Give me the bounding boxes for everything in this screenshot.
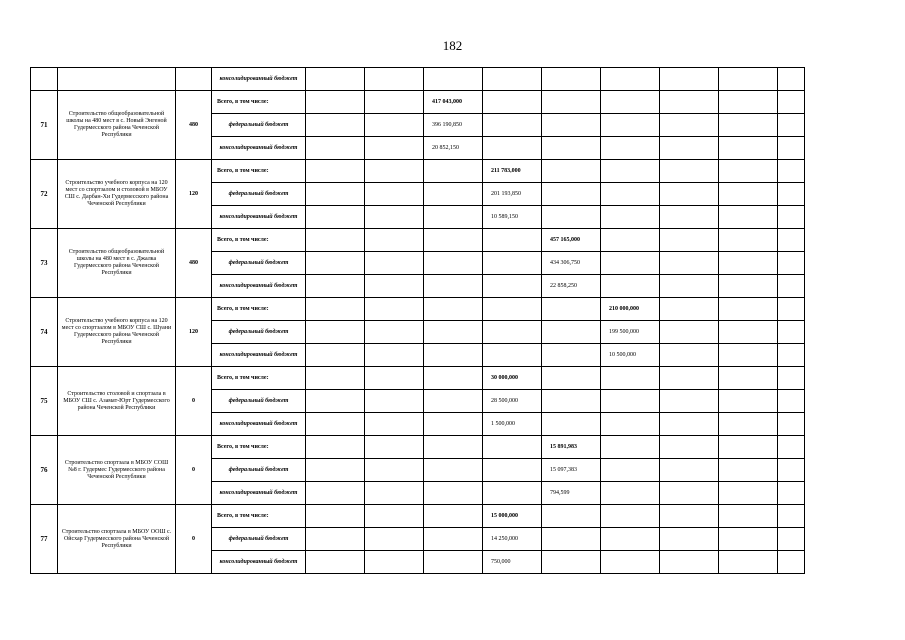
year-cell bbox=[719, 413, 778, 436]
year-cell bbox=[601, 436, 660, 459]
project-name: Строительство учебного корпуса на 120 мест со спортзалом в МБОУ СШ с. Шуани Гудермесского района Чеченской Республики bbox=[58, 298, 176, 367]
year-cell bbox=[306, 367, 365, 390]
row-number: 73 bbox=[31, 229, 58, 298]
year-cell bbox=[306, 229, 365, 252]
trailing-cell bbox=[778, 528, 805, 551]
source-label: Всего, в том числе: bbox=[212, 229, 306, 252]
consolidated-value: 10 589,150 bbox=[491, 213, 518, 220]
year-cell bbox=[306, 390, 365, 413]
year-cell bbox=[660, 206, 719, 229]
capacity: 0 bbox=[176, 505, 212, 574]
year-cell bbox=[483, 206, 542, 229]
trailing-cell bbox=[778, 551, 805, 574]
year-cell bbox=[424, 390, 483, 413]
year-cell bbox=[601, 91, 660, 114]
budget-table bbox=[30, 67, 805, 574]
year-cell bbox=[542, 528, 601, 551]
year-cell bbox=[365, 114, 424, 137]
consolidated-value: 10 500,000 bbox=[609, 351, 636, 358]
source-label: консолидированный бюджет bbox=[212, 137, 306, 160]
year-cell bbox=[306, 68, 365, 91]
year-cell bbox=[660, 505, 719, 528]
year-cell bbox=[660, 275, 719, 298]
year-cell bbox=[424, 229, 483, 252]
year-cell bbox=[365, 413, 424, 436]
year-cell bbox=[719, 551, 778, 574]
year-cell bbox=[542, 68, 601, 91]
year-cell bbox=[365, 390, 424, 413]
year-cell bbox=[542, 114, 601, 137]
source-label: федеральный бюджет bbox=[212, 252, 306, 275]
project-name: Строительство спортзала в МБОУ СОШ №8 г. Гудермес Гудермесского района Чеченской Республики bbox=[58, 436, 176, 505]
year-cell bbox=[365, 183, 424, 206]
year-cell bbox=[483, 436, 542, 459]
capacity bbox=[176, 68, 212, 91]
year-cell bbox=[719, 114, 778, 137]
year-cell bbox=[365, 459, 424, 482]
capacity: 0 bbox=[176, 367, 212, 436]
total-value: 457 165,000 bbox=[550, 236, 580, 243]
year-cell bbox=[660, 160, 719, 183]
year-cell bbox=[306, 91, 365, 114]
year-cell bbox=[601, 551, 660, 574]
year-cell bbox=[542, 252, 601, 275]
year-cell bbox=[483, 183, 542, 206]
year-cell bbox=[601, 482, 660, 505]
year-cell bbox=[601, 298, 660, 321]
trailing-cell bbox=[778, 160, 805, 183]
year-cell bbox=[365, 367, 424, 390]
year-cell bbox=[601, 528, 660, 551]
source-label: консолидированный бюджет bbox=[212, 275, 306, 298]
year-cell bbox=[719, 436, 778, 459]
row-number bbox=[31, 68, 58, 91]
year-cell bbox=[424, 344, 483, 367]
year-cell bbox=[483, 551, 542, 574]
source-label: Всего, в том числе: bbox=[212, 505, 306, 528]
year-cell bbox=[542, 137, 601, 160]
year-cell bbox=[542, 275, 601, 298]
year-cell bbox=[542, 321, 601, 344]
source-label: Всего, в том числе: bbox=[212, 436, 306, 459]
year-cell bbox=[719, 344, 778, 367]
year-cell bbox=[483, 459, 542, 482]
page-number: 182 bbox=[442, 38, 463, 53]
trailing-cell bbox=[778, 229, 805, 252]
row-number: 75 bbox=[31, 367, 58, 436]
year-cell bbox=[542, 367, 601, 390]
year-cell bbox=[601, 160, 660, 183]
year-cell bbox=[660, 252, 719, 275]
year-cell bbox=[306, 321, 365, 344]
federal-value: 199 500,000 bbox=[609, 328, 639, 335]
year-cell bbox=[660, 137, 719, 160]
year-cell bbox=[424, 68, 483, 91]
year-cell bbox=[601, 252, 660, 275]
source-label: консолидированный бюджет bbox=[212, 344, 306, 367]
total-value: 15 891,983 bbox=[550, 443, 577, 450]
consolidated-value: 794,599 bbox=[550, 489, 570, 496]
federal-value: 28 500,000 bbox=[491, 397, 518, 404]
federal-value: 396 190,850 bbox=[432, 121, 462, 128]
table-row bbox=[31, 436, 805, 459]
trailing-cell bbox=[778, 137, 805, 160]
year-cell bbox=[719, 367, 778, 390]
year-cell bbox=[601, 137, 660, 160]
year-cell bbox=[306, 114, 365, 137]
year-cell bbox=[660, 68, 719, 91]
trailing-cell bbox=[778, 114, 805, 137]
year-cell bbox=[424, 114, 483, 137]
trailing-cell bbox=[778, 206, 805, 229]
year-cell bbox=[483, 114, 542, 137]
row-number: 74 bbox=[31, 298, 58, 367]
year-cell bbox=[306, 298, 365, 321]
source-label: консолидированный бюджет bbox=[212, 482, 306, 505]
year-cell bbox=[660, 114, 719, 137]
year-cell bbox=[542, 413, 601, 436]
year-cell bbox=[660, 183, 719, 206]
year-cell bbox=[424, 413, 483, 436]
source-label: федеральный бюджет bbox=[212, 528, 306, 551]
year-cell bbox=[306, 459, 365, 482]
source-label: Всего, в том числе: bbox=[212, 160, 306, 183]
source-label: федеральный бюджет bbox=[212, 321, 306, 344]
year-cell bbox=[365, 482, 424, 505]
year-cell bbox=[719, 68, 778, 91]
year-cell bbox=[424, 459, 483, 482]
source-label: Всего, в том числе: bbox=[212, 91, 306, 114]
source-label: федеральный бюджет bbox=[212, 390, 306, 413]
year-cell bbox=[719, 459, 778, 482]
year-cell bbox=[660, 436, 719, 459]
year-cell bbox=[542, 482, 601, 505]
year-cell bbox=[660, 551, 719, 574]
year-cell bbox=[424, 528, 483, 551]
year-cell bbox=[365, 344, 424, 367]
trailing-cell bbox=[778, 275, 805, 298]
consolidated-value: 22 858,250 bbox=[550, 282, 577, 289]
table-row bbox=[31, 298, 805, 321]
year-cell bbox=[601, 367, 660, 390]
year-cell bbox=[424, 436, 483, 459]
capacity: 120 bbox=[176, 298, 212, 367]
total-value: 30 000,000 bbox=[491, 374, 518, 381]
trailing-cell bbox=[778, 505, 805, 528]
year-cell bbox=[483, 298, 542, 321]
year-cell bbox=[424, 482, 483, 505]
trailing-cell bbox=[778, 482, 805, 505]
year-cell bbox=[306, 344, 365, 367]
trailing-cell bbox=[778, 252, 805, 275]
year-cell bbox=[542, 160, 601, 183]
year-cell bbox=[424, 183, 483, 206]
table-row bbox=[31, 229, 805, 252]
year-cell bbox=[306, 160, 365, 183]
year-cell bbox=[483, 505, 542, 528]
consolidated-value: 20 852,150 bbox=[432, 144, 459, 151]
trailing-cell bbox=[778, 183, 805, 206]
year-cell bbox=[424, 91, 483, 114]
year-cell bbox=[306, 436, 365, 459]
row-number: 77 bbox=[31, 505, 58, 574]
year-cell bbox=[483, 344, 542, 367]
year-cell bbox=[719, 505, 778, 528]
year-cell bbox=[542, 505, 601, 528]
trailing-cell bbox=[778, 344, 805, 367]
year-cell bbox=[601, 344, 660, 367]
table-row bbox=[31, 91, 805, 114]
source-label: Всего, в том числе: bbox=[212, 367, 306, 390]
year-cell bbox=[660, 298, 719, 321]
federal-value: 201 193,850 bbox=[491, 190, 521, 197]
year-cell bbox=[542, 436, 601, 459]
year-cell bbox=[660, 413, 719, 436]
project-name: Строительство общеобразовательной школы на 480 мест в с. Новый Энгеной Гудермесского района Чеченской Республики bbox=[58, 91, 176, 160]
year-cell bbox=[719, 482, 778, 505]
year-cell bbox=[424, 206, 483, 229]
year-cell bbox=[365, 229, 424, 252]
year-cell bbox=[601, 413, 660, 436]
year-cell bbox=[601, 229, 660, 252]
total-value: 417 043,000 bbox=[432, 98, 462, 105]
year-cell bbox=[719, 206, 778, 229]
year-cell bbox=[483, 528, 542, 551]
year-cell bbox=[719, 321, 778, 344]
project-name: Строительство общеобразовательной школы на 480 мест в с. Джалка Гудермесского района Чеченской Республики bbox=[58, 229, 176, 298]
year-cell bbox=[660, 229, 719, 252]
year-cell bbox=[660, 482, 719, 505]
total-value: 210 000,000 bbox=[609, 305, 639, 312]
year-cell bbox=[424, 275, 483, 298]
year-cell bbox=[306, 413, 365, 436]
year-cell bbox=[601, 275, 660, 298]
year-cell bbox=[306, 551, 365, 574]
year-cell bbox=[306, 137, 365, 160]
year-cell bbox=[719, 298, 778, 321]
year-cell bbox=[719, 528, 778, 551]
source-label: консолидированный бюджет bbox=[212, 551, 306, 574]
year-cell bbox=[365, 321, 424, 344]
year-cell bbox=[424, 298, 483, 321]
year-cell bbox=[601, 206, 660, 229]
carry-over-row bbox=[31, 68, 805, 91]
consolidated-value: 750,000 bbox=[491, 558, 511, 565]
table-row bbox=[31, 505, 805, 528]
year-cell bbox=[365, 436, 424, 459]
year-cell bbox=[601, 68, 660, 91]
year-cell bbox=[483, 68, 542, 91]
capacity: 0 bbox=[176, 436, 212, 505]
year-cell bbox=[424, 160, 483, 183]
total-value: 211 783,000 bbox=[491, 167, 521, 174]
year-cell bbox=[483, 252, 542, 275]
capacity: 480 bbox=[176, 91, 212, 160]
table-row bbox=[31, 367, 805, 390]
project-name: Строительство спортзала в МБОУ ООШ с. Ойсхар Гудермесского района Чеченской Республики bbox=[58, 505, 176, 574]
federal-value: 14 250,000 bbox=[491, 535, 518, 542]
year-cell bbox=[483, 413, 542, 436]
trailing-cell bbox=[778, 91, 805, 114]
federal-value: 15 097,383 bbox=[550, 466, 577, 473]
row-number: 71 bbox=[31, 91, 58, 160]
year-cell bbox=[719, 229, 778, 252]
year-cell bbox=[365, 505, 424, 528]
year-cell bbox=[542, 91, 601, 114]
row-number: 76 bbox=[31, 436, 58, 505]
year-cell bbox=[660, 459, 719, 482]
project-name: Строительство столовой и спортзала в МБОУ СШ с. Азамат-Юрт Гудермесского района Чеченской Республики bbox=[58, 367, 176, 436]
year-cell bbox=[542, 551, 601, 574]
year-cell bbox=[365, 137, 424, 160]
source-label: федеральный бюджет bbox=[212, 114, 306, 137]
year-cell bbox=[424, 137, 483, 160]
year-cell bbox=[424, 321, 483, 344]
year-cell bbox=[542, 459, 601, 482]
year-cell bbox=[365, 275, 424, 298]
year-cell bbox=[483, 275, 542, 298]
consolidated-value: 1 500,000 bbox=[491, 420, 515, 427]
year-cell bbox=[365, 252, 424, 275]
year-cell bbox=[660, 321, 719, 344]
year-cell bbox=[365, 68, 424, 91]
year-cell bbox=[365, 298, 424, 321]
source-label: консолидированный бюджет bbox=[212, 206, 306, 229]
trailing-cell bbox=[778, 68, 805, 91]
year-cell bbox=[601, 183, 660, 206]
year-cell bbox=[483, 91, 542, 114]
year-cell bbox=[306, 505, 365, 528]
source-label: федеральный бюджет bbox=[212, 459, 306, 482]
year-cell bbox=[365, 91, 424, 114]
project-name bbox=[58, 68, 176, 91]
year-cell bbox=[660, 91, 719, 114]
year-cell bbox=[542, 390, 601, 413]
trailing-cell bbox=[778, 413, 805, 436]
year-cell bbox=[719, 183, 778, 206]
year-cell bbox=[542, 183, 601, 206]
trailing-cell bbox=[778, 298, 805, 321]
trailing-cell bbox=[778, 459, 805, 482]
year-cell bbox=[483, 321, 542, 344]
year-cell bbox=[601, 459, 660, 482]
trailing-cell bbox=[778, 321, 805, 344]
year-cell bbox=[306, 275, 365, 298]
year-cell bbox=[601, 114, 660, 137]
year-cell bbox=[483, 160, 542, 183]
project-name: Строительство учебного корпуса на 120 мест со спортзалом и столовой в МБОУ СШ с. Дарбан-Хи Гудермесского района Чеченской Республики bbox=[58, 160, 176, 229]
year-cell bbox=[660, 367, 719, 390]
source-label: консолидированный бюджет bbox=[212, 68, 306, 91]
year-cell bbox=[365, 528, 424, 551]
capacity: 480 bbox=[176, 229, 212, 298]
year-cell bbox=[365, 551, 424, 574]
year-cell bbox=[719, 91, 778, 114]
year-cell bbox=[483, 482, 542, 505]
year-cell bbox=[483, 367, 542, 390]
source-label: федеральный бюджет bbox=[212, 183, 306, 206]
year-cell bbox=[424, 252, 483, 275]
year-cell bbox=[542, 206, 601, 229]
year-cell bbox=[719, 390, 778, 413]
year-cell bbox=[660, 344, 719, 367]
federal-value: 434 306,750 bbox=[550, 259, 580, 266]
year-cell bbox=[306, 482, 365, 505]
year-cell bbox=[542, 298, 601, 321]
table-row bbox=[31, 160, 805, 183]
year-cell bbox=[306, 206, 365, 229]
source-label: консолидированный бюджет bbox=[212, 413, 306, 436]
source-label: Всего, в том числе: bbox=[212, 298, 306, 321]
year-cell bbox=[306, 183, 365, 206]
year-cell bbox=[365, 206, 424, 229]
year-cell bbox=[424, 367, 483, 390]
trailing-cell bbox=[778, 367, 805, 390]
year-cell bbox=[542, 229, 601, 252]
year-cell bbox=[483, 390, 542, 413]
trailing-cell bbox=[778, 390, 805, 413]
year-cell bbox=[483, 137, 542, 160]
year-cell bbox=[719, 252, 778, 275]
row-number: 72 bbox=[31, 160, 58, 229]
year-cell bbox=[719, 137, 778, 160]
trailing-cell bbox=[778, 436, 805, 459]
year-cell bbox=[306, 528, 365, 551]
year-cell bbox=[660, 390, 719, 413]
total-value: 15 000,000 bbox=[491, 512, 518, 519]
year-cell bbox=[719, 275, 778, 298]
year-cell bbox=[542, 344, 601, 367]
year-cell bbox=[424, 505, 483, 528]
year-cell bbox=[365, 160, 424, 183]
year-cell bbox=[601, 321, 660, 344]
year-cell bbox=[483, 229, 542, 252]
year-cell bbox=[601, 390, 660, 413]
capacity: 120 bbox=[176, 160, 212, 229]
year-cell bbox=[719, 160, 778, 183]
year-cell bbox=[424, 551, 483, 574]
year-cell bbox=[601, 505, 660, 528]
year-cell bbox=[660, 528, 719, 551]
year-cell bbox=[306, 252, 365, 275]
